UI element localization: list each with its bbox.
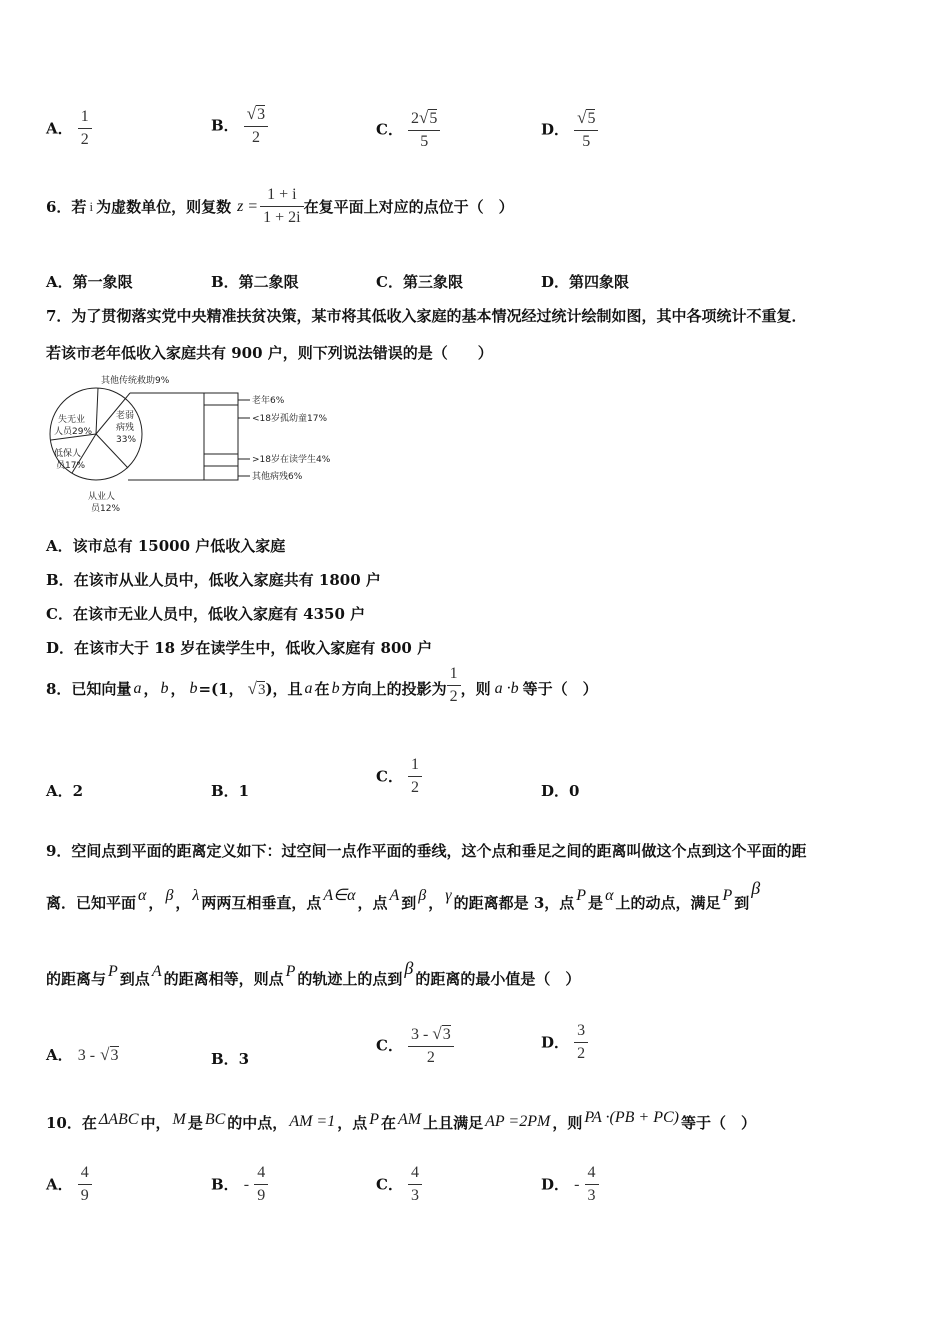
label-weak-1: 老弱 <box>116 411 135 421</box>
label-students: >18岁在读学生4% <box>252 455 331 465</box>
q9-point-p-2: P <box>722 887 733 904</box>
label-unemployed-2: 人员29% <box>54 427 93 437</box>
pie-divider-2 <box>96 388 98 434</box>
q8-vector-b-3: b <box>331 679 340 697</box>
q5-option-a-fraction: $\frac{1}{2}$ <box>78 108 92 150</box>
q9-option-d-fraction: $\frac{3}{2}$ <box>574 1022 588 1064</box>
q8-vector-b: b <box>160 679 169 697</box>
q8-option-a: A．2 <box>46 782 84 800</box>
q10-point-p: P <box>369 1111 380 1128</box>
q7-line-2: 若该市老年低收入家庭共有 900 户，则下列说法错误的是（ ） <box>46 344 493 362</box>
q5-option-b-fraction: $\frac{√3}{2}$ <box>244 104 268 148</box>
q7-line-1: 7．为了贯彻落实党中央精准扶贫决策，某市将其低收入家庭的基本情况经过统计绘制如图，其中各项统计不重复． <box>46 307 807 325</box>
q9-option-d: D． $\frac{3}{2}$ <box>541 1022 588 1064</box>
q9-option-c-fraction: $\frac{3 - √3}{2}$ <box>408 1024 454 1068</box>
q9-alpha-2: α <box>605 887 614 904</box>
q8-vector-b-2: b <box>189 679 198 697</box>
q8-option-b: B．1 <box>211 782 250 800</box>
q9-point-p: P <box>576 887 587 904</box>
q8-option-d: D．0 <box>541 782 580 800</box>
label-lowincome-1: 低保人 <box>54 449 82 459</box>
label-employed-1: 从业人 <box>88 492 116 502</box>
q9-alpha: α <box>138 887 147 904</box>
q8-vector-a-2: a <box>304 679 313 697</box>
q8-dot-product: a ·b <box>494 679 519 697</box>
q5-option-a <box>46 108 92 150</box>
q6-option-a: A．第一象限 <box>46 273 133 291</box>
q9-option-b: B．3 <box>211 1050 250 1068</box>
q6-fraction: $\frac{1 + i}{1 + 2i}$ <box>260 186 303 228</box>
q9-beta-2: β <box>418 887 427 904</box>
q6-z-equals: z = <box>237 197 259 215</box>
q10-option-c-fraction: $\frac{4}{3}$ <box>408 1164 422 1206</box>
q10-segment-am: AM <box>398 1111 422 1128</box>
q6-option-d: D．第四象限 <box>541 273 630 291</box>
q8-option-c-fraction: $\frac{1}{2}$ <box>408 756 422 798</box>
q9-point-a-2: A <box>151 963 162 980</box>
label-other-disabled: 其他病残6% <box>252 472 303 482</box>
q8-option-c: C． $\frac{1}{2}$ <box>376 756 422 798</box>
q10-option-b: B． - $\frac{4}{9}$ <box>211 1164 268 1206</box>
label-lowincome-2: 员17% <box>56 461 86 471</box>
q9-a-in-alpha: A∈α <box>323 887 356 904</box>
q5-option-b-label: B． <box>211 116 239 135</box>
q5-option-d-label: D． <box>541 120 570 139</box>
label-elderly: 老年6% <box>252 396 285 406</box>
q10-option-a: A． $\frac{4}{9}$ <box>46 1164 92 1206</box>
q9-option-c: C． $\frac{3 - √3}{2}$ <box>376 1024 454 1068</box>
q10-am-equals: AM =1 <box>289 1113 336 1130</box>
q9-point-p-3: P <box>108 963 118 980</box>
q9-beta-3: β <box>751 878 761 898</box>
q10-triangle: ΔABC <box>98 1111 139 1128</box>
q6-question: 6．若 i 为虚数单位，则复数 z = $\frac{1 + i}{1 + 2i}$ 在复平面上对应的点位于（ ） <box>46 186 514 227</box>
q7-option-d: D．在该市大于 18 岁在读学生中，低收入家庭有 800 户 <box>46 639 433 657</box>
label-weak-3: 33% <box>116 435 137 445</box>
q6-option-b: B．第二象限 <box>211 273 299 291</box>
label-orphans: <18岁孤幼童17% <box>252 414 327 424</box>
q10-point-m: M <box>172 1111 186 1128</box>
q5-option-b <box>211 104 268 148</box>
q9-line-2: 离．已知平面 α ， β ， λ 两两互相垂直，点 A∈α ，点 A 到 β ， γ 的距离都是 3，点 P 是 α 上的动点，满足 P 到 β <box>46 878 761 912</box>
label-unemployed-1: 失无业 <box>58 415 86 425</box>
q9-gamma: γ <box>445 887 452 904</box>
q5-option-a-label: A． <box>46 119 73 138</box>
q10-option-c: C． $\frac{4}{3}$ <box>376 1164 422 1206</box>
q8-sqrt-3: 3 <box>257 681 266 698</box>
q5-option-d-fraction: $\frac{√5}{5}$ <box>574 108 598 152</box>
q10-ap-equals: AP =2PM <box>485 1113 551 1130</box>
q5-option-c-fraction: $\frac{2√5}{5}$ <box>408 108 440 152</box>
q10-segment-bc: BC <box>204 1111 226 1128</box>
q7-pie-bar-chart <box>44 372 344 522</box>
q7-option-c: C．在该市无业人员中，低收入家庭有 4350 户 <box>46 605 366 623</box>
q5-option-c-label: C． <box>376 120 403 139</box>
q9-beta: β <box>165 887 174 904</box>
q10-option-b-fraction: $\frac{4}{9}$ <box>254 1164 268 1206</box>
q8-vector-a: a <box>133 679 142 697</box>
q7-option-b: B．在该市从业人员中，低收入家庭共有 1800 户 <box>46 571 381 589</box>
q7-option-a: A．该市总有 15000 户低收入家庭 <box>46 537 286 555</box>
q9-option-a: A． 3 - √3 <box>46 1045 119 1064</box>
label-weak-2: 病残 <box>116 423 135 433</box>
q9-point-p-4: P <box>285 963 296 980</box>
q9-line-3: 的距离与 P 到点 A 的距离相等，则点 P 的轨迹上的点到 β 的距离的最小值是（ ） <box>46 958 581 988</box>
q8-question: 8．已知向量 a ， b ， b =(1， √3 )，且 a 在 b 方向上的投影为 $\frac{1}{2}$ ，则 a ·b 等于（ ） <box>46 665 598 706</box>
q10-option-a-fraction: $\frac{4}{9}$ <box>78 1164 92 1206</box>
q9-line-1: 9．空间点到平面的距离定义如下：过空间一点作平面的垂线，这个点和垂足之间的距离叫做这个点到这个平面的距 <box>46 842 807 860</box>
q5-option-c <box>376 108 440 152</box>
q10-question: 10．在 ΔABC 中， M 是 BC 的中点， AM =1 ，点 P 在 AM 上且满足 AP =2PM ，则 PA ·(PB + PC) 等于（ ） <box>46 1109 756 1132</box>
q6-option-c: C．第三象限 <box>376 273 463 291</box>
stacked-bar <box>204 393 238 480</box>
q6-imaginary-unit: i <box>89 198 94 214</box>
q8-projection-fraction: $\frac{1}{2}$ <box>447 665 461 707</box>
label-employed-2: 员12% <box>91 504 121 514</box>
q10-option-d-fraction: $\frac{4}{3}$ <box>585 1164 599 1206</box>
label-other-traditional: 其他传统救助9% <box>101 376 170 386</box>
q10-option-d: D． - $\frac{4}{3}$ <box>541 1164 599 1206</box>
q10-expression: PA ·(PB + PC) <box>584 1109 679 1126</box>
q5-option-d <box>541 108 598 152</box>
q9-lambda: λ <box>192 887 200 904</box>
q9-point-a: A <box>389 887 400 904</box>
q9-beta-4: β <box>404 958 414 978</box>
